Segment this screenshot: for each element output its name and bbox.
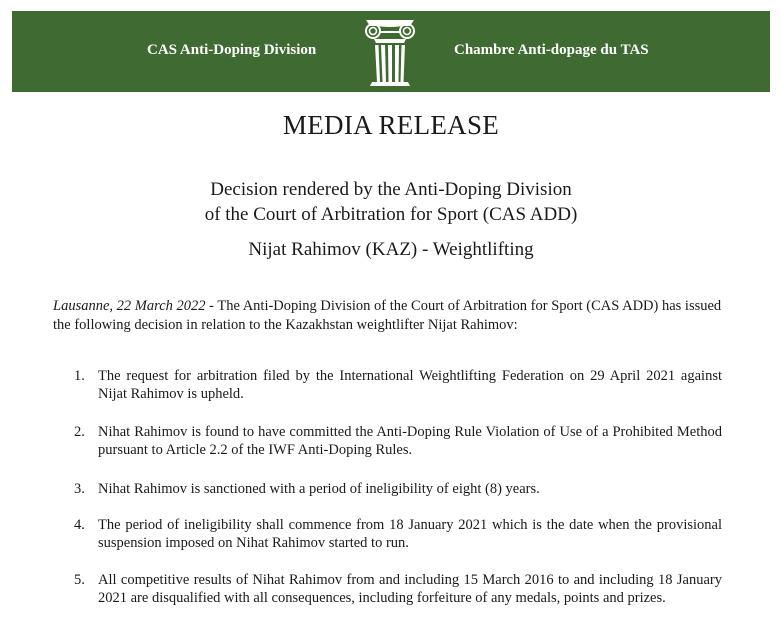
header-left-title: CAS Anti-Doping Division: [147, 42, 317, 58]
list-item-text: All competitive results of Nihat Rahimov from and including 15 March 2016 to and including 18 January 2021 are disqualified with all consequences, including forfeiture of any medals, points and prizes.: [98, 572, 722, 606]
list-item-number: 2.: [74, 424, 85, 440]
subtitle-line-1: Decision rendered by the Anti-Doping Division: [210, 179, 572, 200]
list-item-number: 5.: [74, 572, 85, 588]
header-banner: [12, 11, 770, 92]
list-item-number: 4.: [74, 517, 85, 533]
list-item-text: The period of ineligibility shall commence from 18 January 2021 which is the date when the provisional suspension imposed on Nihat Rahimov started to run.: [98, 517, 722, 551]
list-item-text: Nihat Rahimov is sanctioned with a period of ineligibility of eight (8) years.: [98, 481, 540, 497]
intro-paragraph: [53, 297, 733, 335]
case-title: Nijat Rahimov (KAZ) - Weightlifting: [248, 239, 534, 260]
list-item-text: The request for arbitration filed by the International Weightlifting Federation on 29 April 2021 against Nijat Rahimov is upheld.: [98, 368, 722, 402]
intro-text: - The Anti-Doping Division of the Court of Arbitration for Sport (CAS ADD) has issued the following decision in relation to the Kazakhstan weightlifter Nijat Rahimov:: [53, 298, 722, 333]
list-item-number: 3.: [74, 481, 85, 497]
list-item-number: 1.: [74, 368, 85, 384]
list-item-text: Nihat Rahimov is found to have committed the Anti-Doping Rule Violation of Use of a Prohibited Method pursuant to Article 2.2 of the IWF Anti-Doping Rules.: [98, 424, 722, 458]
subtitle-line-2: of the Court of Arbitration for Sport (CAS ADD): [204, 204, 578, 225]
header-right-title: Chambre Anti-dopage du TAS: [454, 42, 649, 58]
page-title: MEDIA RELEASE: [282, 110, 500, 140]
dateline: Lausanne, 22 March 2022: [53, 298, 206, 314]
cas-column-logo-icon: [360, 14, 420, 88]
